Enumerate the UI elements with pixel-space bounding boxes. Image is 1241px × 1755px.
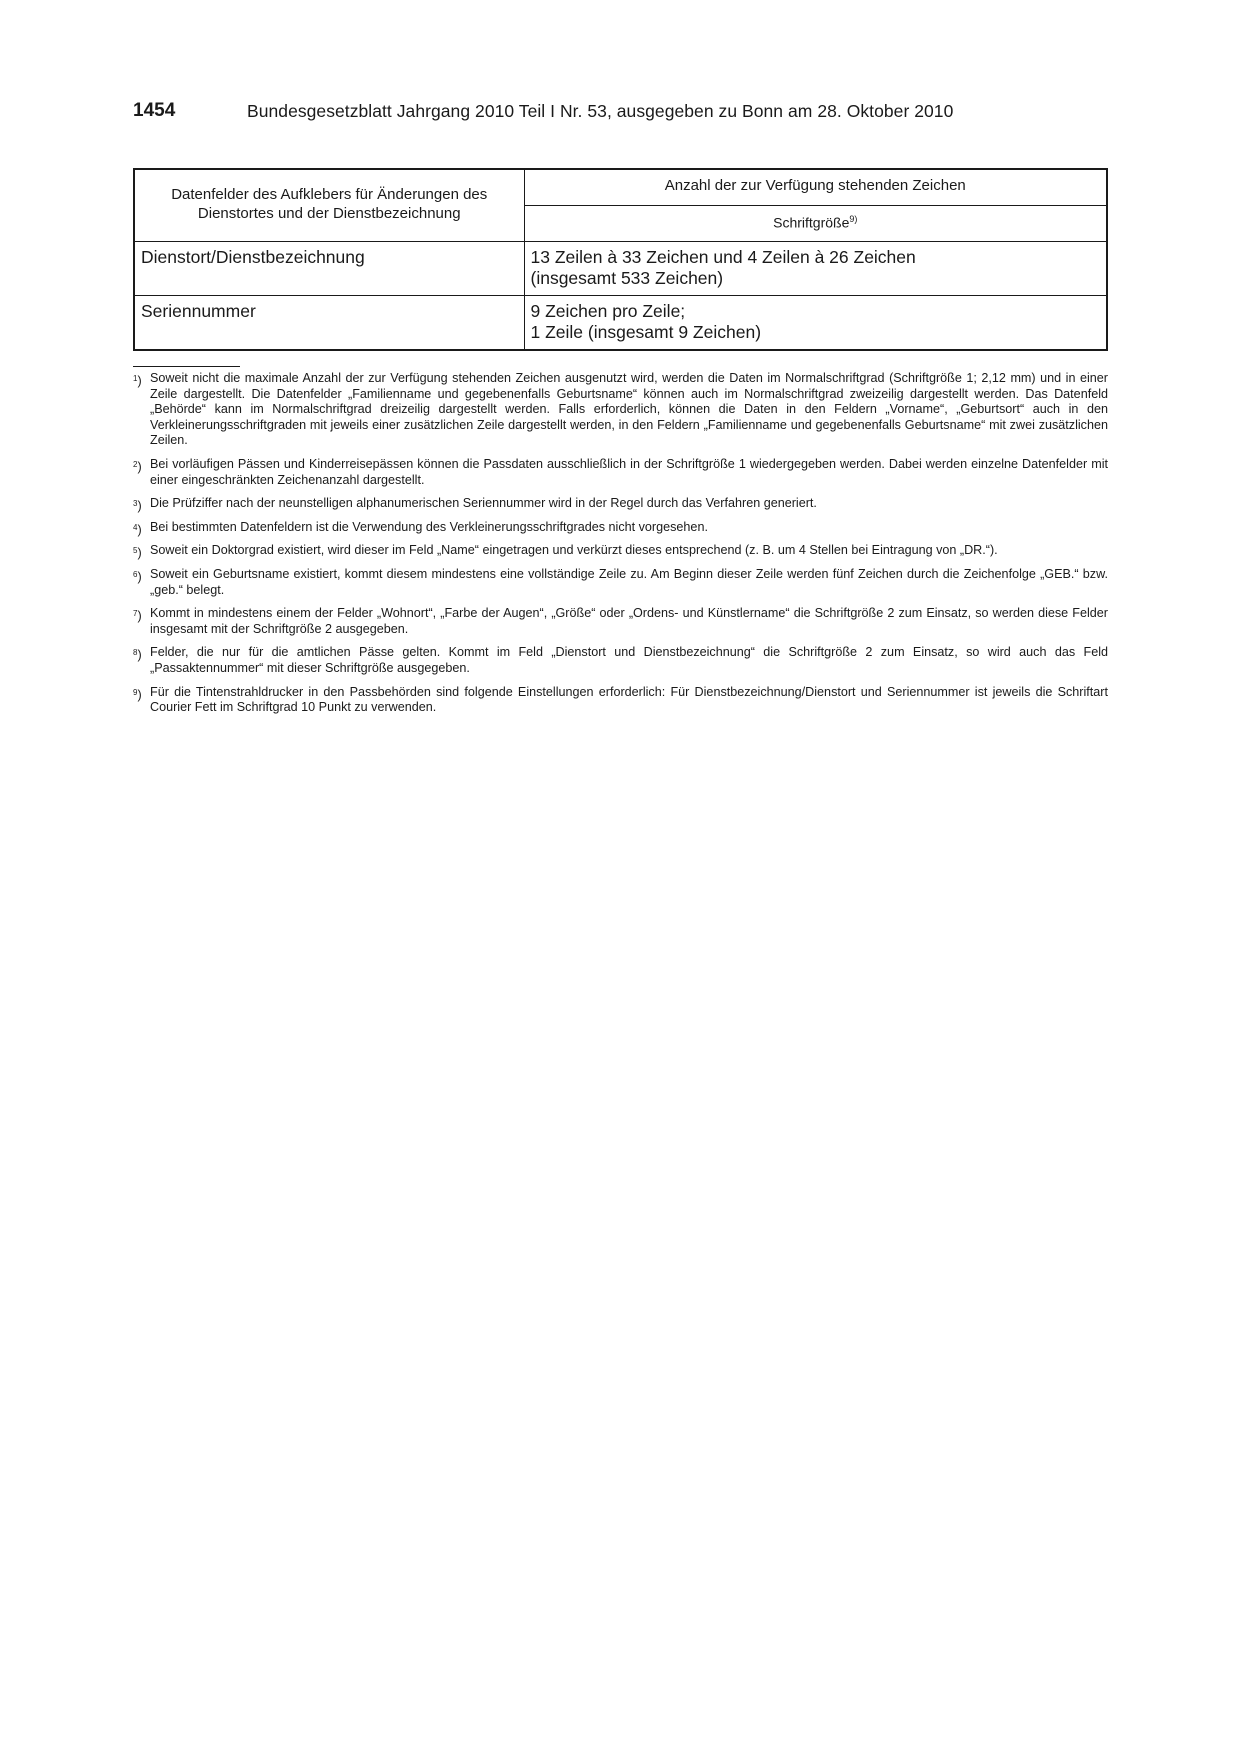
footnote-text: Soweit ein Geburtsname existiert, kommt diesem mindestens eine vollständige Zeile zu. Am Beginn dieser Zeile werden fünf Zeichen durch die Zeichenfolge „GEB.“ bzw. „geb.“ belegt. bbox=[150, 566, 1108, 597]
value-line: 9 Zeichen pro Zeile; bbox=[530, 300, 686, 321]
header-title: Bundesgesetzblatt Jahrgang 2010 Teil I Nr. 53, ausgegeben zu Bonn am 28. Oktober 2010 bbox=[247, 101, 954, 121]
value-line: 13 Zeilen à 33 Zeichen und 4 Zeilen à 26 Zeichen bbox=[530, 246, 916, 267]
table-cell-field: Dienstort/Dienstbezeichnung bbox=[134, 241, 524, 295]
footnote-text: Für die Tintenstrahldrucker in den Passbehörden sind folgende Einstellungen erforderlich: Für Dienstbezeichnung/Dienstort und Seriennummer ist jeweils die Schriftart Courier Fett im Schriftgrad 10 Punkt zu verwenden. bbox=[150, 684, 1108, 715]
column-header-chars: Anzahl der zur Verfügung stehenden Zeichen bbox=[524, 169, 1107, 205]
table-cell-value bbox=[524, 241, 1107, 295]
footnote bbox=[133, 685, 1108, 716]
footnotes bbox=[133, 371, 1108, 724]
footnote bbox=[133, 567, 1108, 598]
footnote-marker: $^5$) bbox=[133, 546, 142, 561]
table-cell-field: Seriennummer bbox=[134, 295, 524, 350]
fontsize-label: Schriftgröße bbox=[773, 214, 850, 231]
footnote bbox=[133, 496, 1108, 512]
footnote-marker: $^9$) bbox=[133, 687, 142, 702]
page-header bbox=[133, 100, 1108, 124]
footnote-marker: $^6$) bbox=[133, 569, 142, 584]
footnote-marker: $^7$) bbox=[133, 609, 142, 624]
footnote-divider bbox=[133, 366, 240, 367]
footnote bbox=[133, 543, 1108, 559]
footnote-text: Kommt in mindestens einem der Felder „Wohnort“, „Farbe der Augen“, „Größe“ oder „Ordens- und Künstlername“ die Schriftgröße 2 zum Einsatz, so werden diese Felder insgesamt mit der Schriftgröße 2 ausgegeben. bbox=[150, 606, 1108, 636]
footnote-marker: $^8$) bbox=[133, 648, 142, 663]
table-row bbox=[134, 295, 1107, 350]
footnote-text: Die Prüfziffer nach der neunstelligen alphanumerischen Seriennummer wird in der Regel durch das Verfahren generiert. bbox=[150, 496, 817, 511]
footnote-text: Bei vorläufigen Pässen und Kinderreisepässen können die Passdaten ausschließlich in der Schriftgröße 1 wiedergegeben werden. Dabei werden einzelne Datenfelder mit einer eingeschränkten Zeichenanzahl dargestellt. bbox=[150, 456, 1108, 487]
footnote bbox=[133, 645, 1108, 676]
footnote-marker: $^1$) bbox=[133, 374, 142, 388]
footnote-text: Felder, die nur für die amtlichen Pässe gelten. Kommt im Feld „Dienstort und Dienstbezeichnung“ die Schriftgröße 2 zum Einsatz, so wird auch das Feld „Passaktennummer“ mit dieser Schriftgröße ausgegeben. bbox=[150, 645, 1108, 675]
footnote bbox=[133, 520, 1108, 536]
column-header-fields: Datenfelder des Aufklebers für Änderungen des Dienstortes und der Dienstbezeichnung bbox=[134, 169, 524, 241]
value-line: (insgesamt 533 Zeichen) bbox=[530, 267, 724, 288]
fontsize-footnote-ref: 9) bbox=[849, 213, 858, 224]
column-subheader-fontsize bbox=[524, 205, 1107, 241]
value-line: 1 Zeile (insgesamt 9 Zeichen) bbox=[530, 321, 762, 342]
footnote-marker: $^3$) bbox=[133, 499, 142, 514]
table-row bbox=[134, 241, 1107, 295]
page-number: 1454 bbox=[133, 100, 176, 121]
data-table bbox=[133, 168, 1108, 351]
footnote-text: Soweit nicht die maximale Anzahl der zur Verfügung stehenden Zeichen ausgenutzt wird, werden die Daten im Normalschriftgrad (Schriftgröße 1; 2,12 mm) und in einer Zeile dargestellt. Die Datenfelder „Familienname und gegebenenfalls Geburtsname“ können auch im Normalschriftgrad zweizeilig dargestellt werden. Das Datenfeld „Behörde“ kann im Normalschriftgrad dreizeilig dargestellt werden. Falls erforderlich, können die Daten in den Feldern „Vorname“, „Geburtsort“ auch in den Verkleinerungsschriftgraden mit jeweils einer zusätzlichen Zeile dargestellt werden, in den Feldern „Familienname und gegebenenfalls Geburtsname“ mit zwei zusätzlichen Zeilen. bbox=[150, 371, 1108, 448]
footnote bbox=[133, 457, 1108, 488]
footnote bbox=[133, 371, 1108, 449]
footnote-text: Bei bestimmten Datenfeldern ist die Verwendung des Verkleinerungsschriftgrades nicht vorgesehen. bbox=[150, 519, 708, 534]
footnote-text: Soweit ein Doktorgrad existiert, wird dieser im Feld „Name“ eingetragen und verkürzt dieses entsprechend (z. B. um 4 Stellen bei Eintragung von „DR.“). bbox=[150, 543, 998, 558]
table-cell-value bbox=[524, 295, 1107, 350]
footnote-marker: $^4$) bbox=[133, 522, 142, 537]
footnote-marker: $^2$) bbox=[133, 459, 142, 474]
footnote bbox=[133, 606, 1108, 637]
table-header-row bbox=[134, 169, 1107, 205]
